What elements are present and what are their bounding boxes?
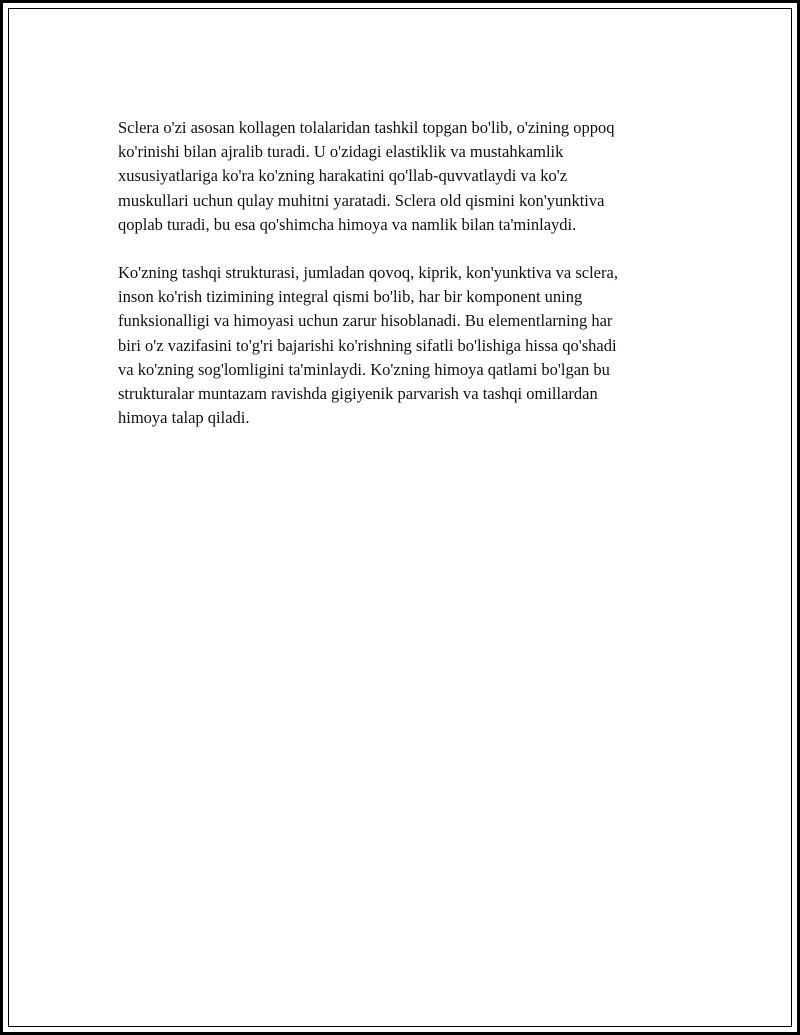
text-line: himoya talap qiladi. xyxy=(118,408,250,428)
document-body xyxy=(118,116,688,454)
text-line: va ko'zning sog'lomligini ta'minlaydi. Ko'zning himoya qatlami bo'lgan bu xyxy=(118,359,610,379)
text-line: biri o'z vazifasini to'g'ri bajarishi ko'rishning sifatli bo'lishiga hissa qo'shadi xyxy=(118,335,617,355)
text-line: muskullari uchun qulay muhitni yaratadi. Sclera old qismini kon'yunktiva xyxy=(118,190,605,210)
text-line: qoplab turadi, bu esa qo'shimcha himoya va namlik bilan ta'minlaydi. xyxy=(118,214,577,234)
paragraph-sclera xyxy=(118,116,688,237)
text-line: funksionalligi va himoyasi uchun zarur hisoblanadi. Bu elementlarning har xyxy=(118,311,613,331)
text-line: strukturalar muntazam ravishda gigiyenik parvarish va tashqi omillardan xyxy=(118,384,598,404)
text-line: Ko'zning tashqi strukturasi, jumladan qovoq, kiprik, kon'yunktiva va sclera, xyxy=(118,263,618,283)
text-line: ko'rinishi bilan ajralib turadi. U o'zidagi elastiklik va mustahkamlik xyxy=(118,142,564,162)
text-line: xususiyatlariga ko'ra ko'zning harakatini qo'llab-quvvatlaydi va ko'z xyxy=(118,166,568,186)
text-line: inson ko'rish tizimining integral qismi bo'lib, har bir komponent uning xyxy=(118,287,583,307)
text-line: Sclera o'zi asosan kollagen tolalaridan tashkil topgan bo'lib, o'zining oppoq xyxy=(118,118,615,137)
paragraph-external-structure xyxy=(118,261,688,430)
